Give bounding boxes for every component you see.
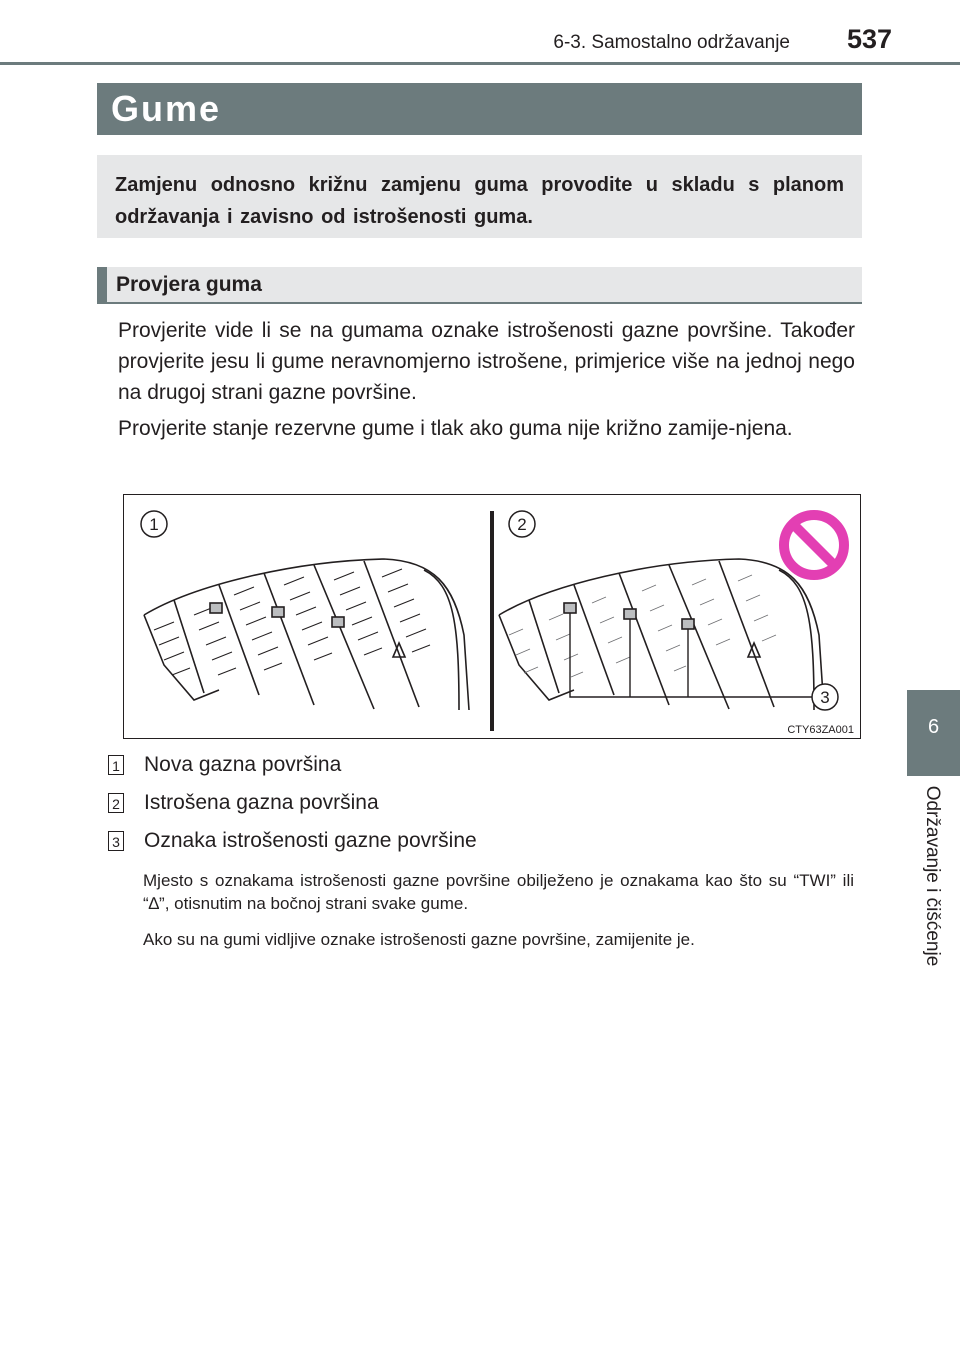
- body-paragraph-1: Provjerite vide li se na gumama oznake istrošenosti gazne površine. Također provjerite jesu li gume neravnomjerno istrošene, primjerice više na jednoj nego na drugoj strani gazne površine.: [118, 319, 855, 404]
- new-tread-tire: [144, 559, 469, 710]
- svg-text:3: 3: [820, 688, 830, 707]
- legend-text: Oznaka istrošenosti gazne površine: [144, 829, 477, 852]
- intro-box: [97, 155, 862, 238]
- wear-indicator: [272, 607, 284, 617]
- callout-2: [509, 511, 535, 537]
- svg-text:1: 1: [149, 515, 159, 534]
- page-header: [0, 0, 960, 70]
- body-paragraph-2: Provjerite stanje rezervne gume i tlak ako guma nije križno zamije-njena.: [118, 417, 793, 440]
- chapter-tab: [907, 690, 960, 776]
- subheading-rule: [97, 302, 862, 304]
- note-paragraph-2: Ako su na gumi vidljive oznake istrošenosti gazne površine, zamijenite je.: [143, 930, 695, 949]
- callout-1: [141, 511, 167, 537]
- wear-indicator: [210, 603, 222, 613]
- note-paragraph-1: Mjesto s oznakama istrošenosti gazne površine obilježeno je oznakama kao što su “TWI” ili “∆”, otisnutim na bočnoj strani svake gume.: [143, 871, 854, 913]
- figure-code: CTY63ZA001: [787, 724, 854, 736]
- page-title: Gume: [111, 88, 222, 129]
- chapter-number: 6: [927, 716, 940, 738]
- page-number: 537: [846, 24, 892, 54]
- wear-indicator: [624, 609, 636, 619]
- subheading: Provjera guma: [116, 273, 262, 296]
- section-reference: 6-3. Samostalno održavanje: [553, 32, 790, 53]
- header-rule: [0, 62, 960, 65]
- callout-3: [812, 684, 838, 710]
- chapter-label: Održavanje i čišćenje: [922, 785, 943, 967]
- legend-text: Nova gazna površina: [144, 753, 342, 776]
- svg-text:2: 2: [517, 515, 527, 534]
- page-title-bar: [97, 83, 862, 135]
- subheading-bar: [97, 267, 862, 302]
- legend-text: Istrošena gazna površina: [144, 791, 379, 814]
- legend-number: 1: [108, 755, 124, 775]
- legend-number: 3: [108, 831, 124, 851]
- wear-indicator: [682, 619, 694, 629]
- intro-text: Zamjenu odnosno križnu zamjenu guma provodite u skladu s planom održavanja i zavisno od istrošenosti guma.: [115, 174, 844, 228]
- tire-tread-figure: [123, 494, 861, 739]
- worn-tread-tire: [499, 559, 824, 710]
- wear-indicator: [564, 603, 576, 613]
- wear-indicator: [332, 617, 344, 627]
- legend-number: 2: [108, 793, 124, 813]
- tire-tread-illustration: [124, 495, 860, 738]
- prohibition-icon: [784, 515, 844, 575]
